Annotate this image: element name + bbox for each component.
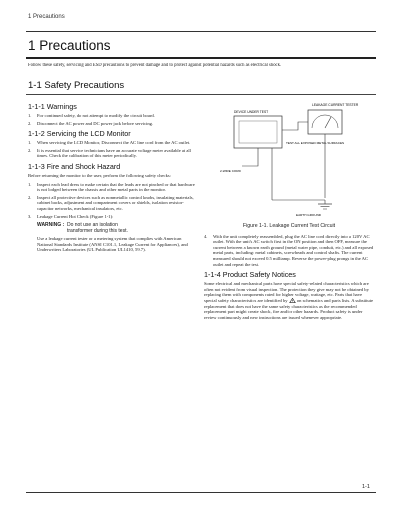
meter-needle — [325, 117, 331, 128]
fire-shock-list — [28, 182, 196, 220]
device-screen — [239, 121, 277, 143]
warnings-list — [28, 113, 196, 126]
list-item: 2. Inspect all protective devices such as nonmetallic control knobs, insulating materials, cabinet backs, adjustment and compartment covers or shields, isolation resistor-capacitor networks, mechanical insulators, etc. — [28, 194, 194, 211]
servicing-list — [28, 140, 196, 159]
leakage-steps-list — [204, 234, 374, 268]
footer-divider — [26, 492, 376, 493]
list-item: 4. With the unit completely reassembled, plug the AC line cord directly into a 120V AC outlet. With the unit's AC switch first in the ON position and then OFF, measure the current between a known earth ground (metal water pipe, conduit, etc.) and all exposed metal parts, including: metal cabinets, screwheads and control shafts. The current measured should not exceed 0.5 milliamp. Reverse the power-plug prongs in the AC outlet and repeat the test. — [204, 233, 374, 267]
list-item: 1. When servicing the LCD Monitor, Disconnect the AC line cord from the AC outlet. — [28, 140, 191, 146]
wire-to-meter — [282, 122, 308, 130]
list-item: 2. Disconnect the AC power and DC power jack before servicing. — [28, 120, 154, 126]
intro-paragraph: Follow these safety, servicing and ESD precautions to prevent damage and to protect against potential hazards such as electrical shock. — [28, 63, 282, 68]
earth-ground-label: EARTH GROUND — [296, 213, 322, 217]
chapter-title: 1 Precautions — [28, 38, 111, 53]
running-head: 1 Precautions — [28, 14, 65, 20]
warning-label: WARNING : — [37, 222, 65, 229]
warning-note: WARNING : Do not use an isolation transformer during this test. — [37, 222, 128, 235]
fire-shock-heading: 1-1-3 Fire and Shock Hazard — [28, 161, 121, 171]
list-item: 1. For continued safety, do not attempt to modify the circuit board. — [28, 113, 155, 118]
device-label: DEVICE UNDER TEST — [234, 110, 269, 114]
list-item: 1. Inspect each lead dress to make certain that the leads are not pinched or that hardware is not lodged between the chassis and other metal parts in the monitor. — [28, 181, 195, 193]
left-column — [28, 100, 196, 256]
product-safety-heading: 1-1-4 Product Safety Notices — [204, 270, 296, 280]
fire-shock-intro: Before returning the monitor to the user, perform the following safety checks: — [28, 172, 171, 178]
figure-caption: Figure 1-1. Leakage Current Test Circuit — [242, 223, 336, 229]
page-number: 1-1 — [362, 484, 370, 490]
warnings-heading: 1-1-1 Warnings — [28, 102, 77, 111]
servicing-heading: 1-1-2 Servicing the LCD Monitor — [28, 129, 131, 139]
meter-box — [308, 110, 342, 134]
product-safety-paragraph: Some electrical and mechanical parts have special safety-related characteristics which are often not evident from visual inspection. The protection they give may not be obtained by replacing them with components rated for higher voltage, wattage, etc. Parts that have special safety characteristics are identified by on schematics and parts lists. A substitute replacement that does not have the same safety characteristics as the recommended replacement part might create shock, fire and/or other hazards. Product safety is under review continuously and new instructions are issued whenever appropriate. — [204, 281, 374, 320]
list-item: 3. Leakage Current Hot Check (Figure 1-1): — [28, 213, 114, 219]
tester-paragraph: Use a leakage current tester or a metering system that complies with American National Standards Institute (ANSI C101.1, Leakage Current for Appliances), and Underwriters Laboratories (UL Publication UL1410, 59.7). — [37, 236, 188, 253]
section-title-divider — [26, 94, 376, 95]
meter-scale — [312, 115, 338, 128]
cord-label: 2-WIRE CORD — [220, 169, 241, 173]
section-title: 1-1 Safety Precautions — [28, 80, 125, 91]
meter-label: LEAKAGE CURRENT TESTER — [312, 103, 359, 107]
leakage-test-circuit-diagram — [212, 100, 362, 220]
safety-warning-icon — [289, 298, 296, 303]
chapter-title-divider — [26, 57, 376, 59]
leakage-test-figure — [212, 100, 362, 220]
power-cord — [242, 148, 258, 166]
list-item: 2. It is essential that service technicians have an accurate voltage meter available at all times. Check the calibration of this meter periodically. — [28, 147, 191, 159]
test-surfaces-label: TEST ALL EXPOSED METAL SURFACES — [286, 141, 345, 145]
right-column — [204, 100, 374, 323]
header-divider — [26, 31, 376, 32]
